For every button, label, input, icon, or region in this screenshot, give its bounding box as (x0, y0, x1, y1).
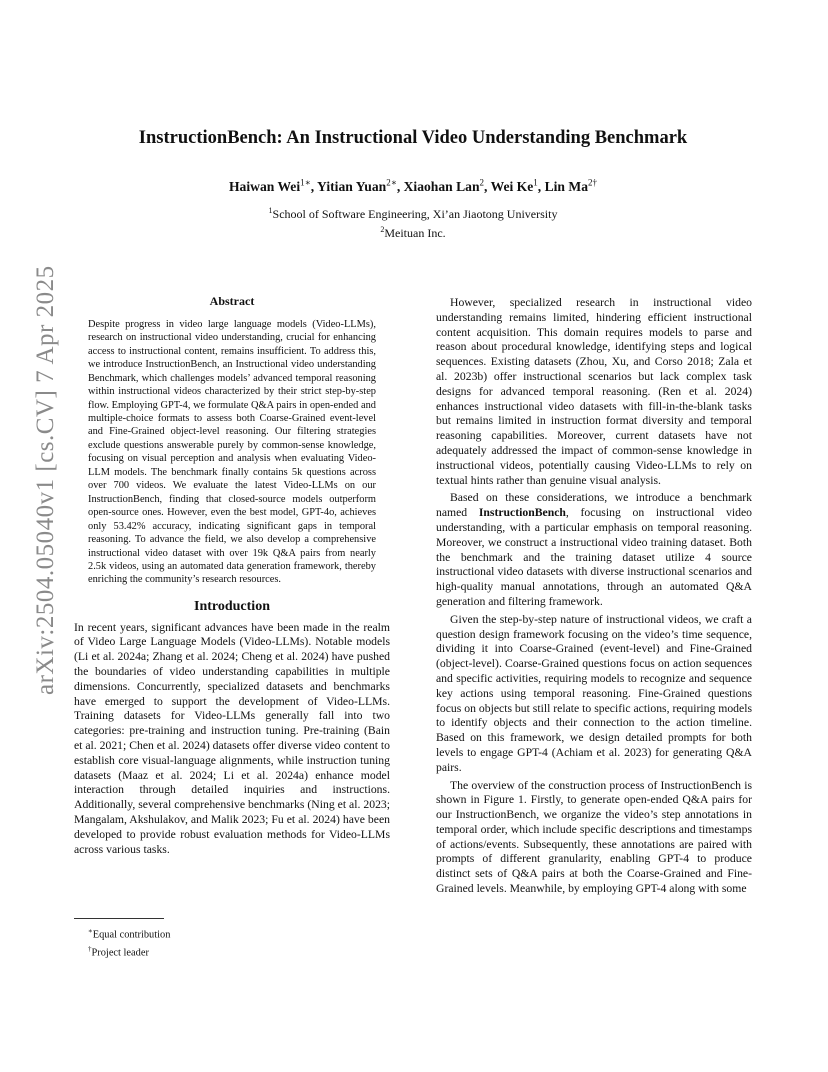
abstract-heading: Abstract (209, 294, 255, 308)
abstract-text: Despite progress in video large language models (Video-LLMs), research on instructional video understanding, crucial for enhancing access to instructional content, remains insufficient. To address this, we introduce InstructionBench, an Instructional video understanding Benchmark, which challenges models’ advanced temporal reasoning within instructional videos characterized by their strict step-by-step flow. Employing GPT-4, we formulate Q&A pairs in open-ended and multiple-choice formats to assess both Coarse-Grained event-level and Fine-Grained object-level reasoning. Our filtering strategies exclude questions answerable purely by common-sense knowledge, focusing on visual perception and analysis when evaluating Video-LLM models. The benchmark finally contains 5k questions across over 700 videos. We evaluate the latest Video-LLMs on our InstructionBench, finding that closed-source models outperform open-source ones. However, even the best model, GPT-4o, achieves only 53.42% accuracy, indicating significant gaps in temporal reasoning. To advance the field, we also develop a comprehensive instructional video dataset with over 19k Q&A pairs from nearly 2.5k videos, using an automated data generation framework, thereby enriching the community’s research resources. (88, 318, 376, 586)
author: Xiaohan Lan$^2$, (403, 177, 491, 194)
footnote: ∗Equal contribution (88, 927, 171, 941)
introduction (74, 621, 390, 858)
body-paragraph: The overview of the construction process of InstructionBench is shown in Figure 1. Firstly, to generate open-ended Q&A pairs for our InstructionBench, we organize the video’s step annotations in temporal order, which include specific descriptions and timestamps of actions/events. Subsequently, these annotations are paired with prompts of different granularity, enabling GPT-4 to produce distinct sets of Q&A pairs at both the Coarse-Grained and Fine-Grained levels. Meanwhile, by employing GPT-4 along with some (436, 778, 752, 896)
body-paragraph: Based on these considerations, we introduce a benchmark named InstructionBench, focusing on instructional video understanding, with a particular emphasis on temporal reasoning. Moreover, we construct a instructional video training dataset. Both the benchmark and the training dataset utilize 4 source instructional video datasets with diverse instructional scenarios and high-quality manual annotations, through an automated Q&A generation and filtering framework. (436, 491, 752, 608)
footnote-rule (74, 918, 164, 919)
introduction-heading: Introduction (194, 598, 270, 614)
arxiv-identifier: arXiv:2504.05040v1 [cs.CV] 7 Apr 2025 (32, 265, 59, 695)
affiliation: $^2$Meituan Inc. (380, 225, 446, 240)
paper-title: InstructionBench: An Instructional Video Understanding Benchmark (138, 128, 688, 148)
affiliations (74, 203, 752, 241)
introduction-paragraph: In recent years, significant advances have been made in the realm of Video Large Language Models (Video-LLMs). Notable models (Li et al. 2024a; Zhang et al. 2024; Cheng et al. 2024) have pushed the boundaries of video understanding capabilities in multiple dimensions. Concurrently, specialized datasets and benchmarks have emerged to support the development of Video-LLMs. Training datasets for Video-LLMs generally fall into two categories: pre-training and instruction tuning. Pre-training (Bain et al. 2021; Chen et al. 2024) datasets offer diverse video content to establish core visual-language alignments, while instruction tuning datasets (Maaz et al. 2024; Li et al. 2024a) enhance model interaction through detailed inquiries and instructions. Additionally, several comprehensive benchmarks (Ning et al. 2023; Mangalam, Akshulakov, and Malik 2023; Fu et al. 2024) have been developed to provide robust evaluation methods for Video-LLMs across various tasks. (74, 620, 390, 856)
body-paragraph: However, specialized research in instructional video understanding remains limited, hindering efficient instructional content acquisition. This domain requires models to parse and reason about procedural knowledge, identifying steps and logical sequences. Existing datasets (Zhou, Xu, and Corso 2018; Zala et al. 2023b) offer instructional scenarios but lack complex task designs for advanced temporal reasoning. (Ren et al. 2024) enhances instructional video datasets with fill-in-the-blank tasks but remains limited in instruction format diversity and temporal reasoning capabilities. Moreover, current datasets have not adequately addressed the impact of common-sense knowledge in instructional videos, potentially causing Video-LLMs to rely on textual hints rather than genuine visual analysis. (436, 296, 752, 487)
footnote: †Project leader (88, 945, 149, 959)
left-column (74, 294, 390, 857)
author: Haiwan Wei$^{1∗}$, (228, 177, 318, 194)
body-paragraph: Given the step-by-step nature of instructional videos, we craft a question design framework focusing on the video’s time sequence, dividing it into Coarse-Grained (event-level) and Fine-Grained (object-level). Coarse-Grained questions focus on action sequences and specific activities, requiring models to recognize and sequence key actions using temporal reasoning. Fine-Grained questions focus on objects but still relate to specific actions, requiring models to identify objects and their connection to the action timeline. Based on this framework, we design detailed prompts for both levels to engage GPT-4 (Achiam et al. 2023) for generating Q&A pairs. (436, 612, 752, 774)
affiliation: $^1$School of Software Engineering, Xi’an Jiaotong University (268, 206, 558, 221)
author: Lin $Ma^{2\dagger}$ (544, 177, 598, 194)
author: Yitian Yuan$^{2∗}$, (317, 177, 404, 194)
author: Wei Ke$^1$, (490, 177, 545, 194)
benchmark-name: InstructionBench (478, 506, 566, 520)
author-list (74, 177, 752, 195)
right-column (436, 296, 752, 900)
abstract (74, 318, 390, 587)
footnotes (74, 918, 390, 961)
